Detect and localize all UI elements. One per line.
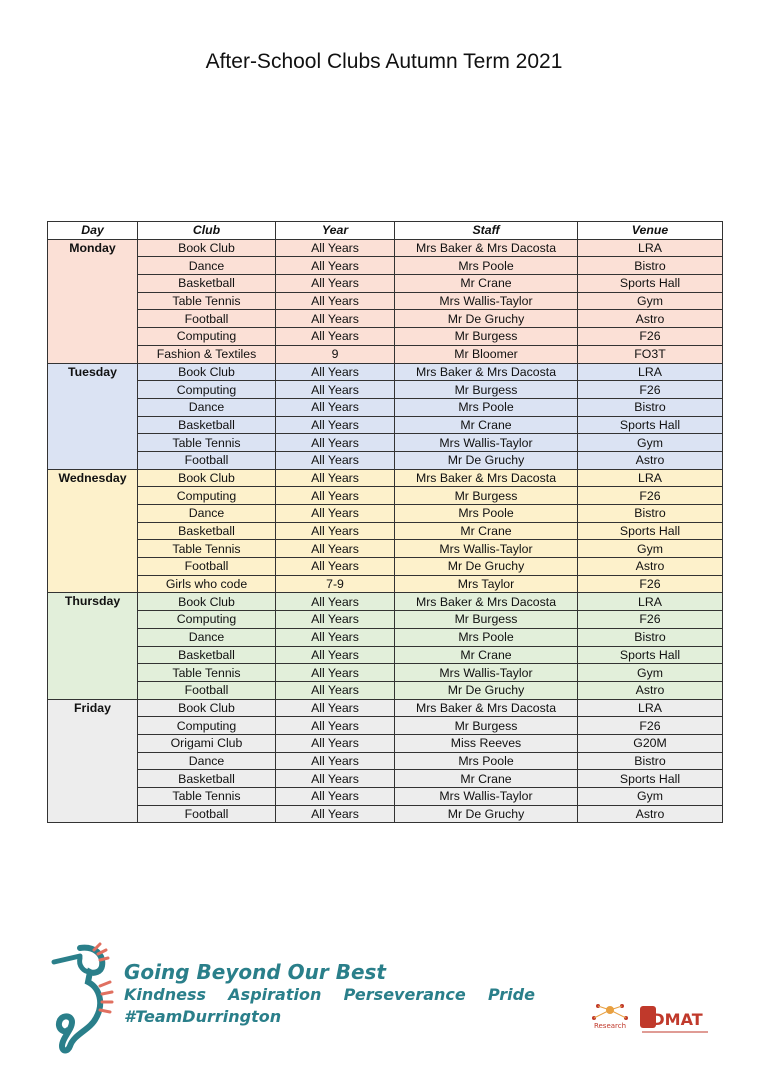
venue-cell: Gym	[578, 664, 723, 682]
table-row	[48, 611, 723, 629]
venue-cell: Gym	[578, 434, 723, 452]
club-cell: Origami Club	[138, 734, 276, 752]
club-cell: Book Club	[138, 593, 276, 611]
club-cell: Dance	[138, 257, 276, 275]
club-cell: Computing	[138, 717, 276, 735]
table-row	[48, 310, 723, 328]
day-cell-friday: Friday	[48, 699, 138, 823]
venue-cell: Bistro	[578, 398, 723, 416]
table-row	[48, 469, 723, 487]
venue-cell: LRA	[578, 239, 723, 257]
year-cell: All Years	[276, 734, 395, 752]
table-row	[48, 558, 723, 576]
club-cell: Dance	[138, 505, 276, 523]
venue-cell: Gym	[578, 788, 723, 806]
page-title: After-School Clubs Autumn Term 2021	[205, 50, 563, 73]
year-cell: All Years	[276, 416, 395, 434]
table-row	[48, 646, 723, 664]
staff-cell: Mrs Poole	[395, 628, 578, 646]
table-row	[48, 239, 723, 257]
venue-cell: Astro	[578, 805, 723, 823]
club-cell: Basketball	[138, 522, 276, 540]
venue-cell: G20M	[578, 734, 723, 752]
staff-cell: Mr Burgess	[395, 487, 578, 505]
staff-cell: Mrs Taylor	[395, 575, 578, 593]
staff-cell: Mr Crane	[395, 275, 578, 293]
venue-cell: F26	[578, 575, 723, 593]
club-cell: Table Tennis	[138, 788, 276, 806]
table-row	[48, 487, 723, 505]
table-row	[48, 681, 723, 699]
club-cell: Basketball	[138, 646, 276, 664]
header-staff: Staff	[395, 222, 578, 240]
year-cell: All Years	[276, 522, 395, 540]
club-cell: Book Club	[138, 699, 276, 717]
venue-cell: FO3T	[578, 345, 723, 363]
staff-cell: Mr Crane	[395, 522, 578, 540]
year-cell: All Years	[276, 540, 395, 558]
motto-line-2: Kindness Aspiration Perseverance Pride	[124, 985, 535, 1004]
staff-cell: Mr Crane	[395, 770, 578, 788]
club-cell: Fashion & Textiles	[138, 345, 276, 363]
club-cell: Computing	[138, 487, 276, 505]
club-cell: Book Club	[138, 363, 276, 381]
day-cell-thursday: Thursday	[48, 593, 138, 699]
staff-cell: Mr Burgess	[395, 381, 578, 399]
year-cell: All Years	[276, 398, 395, 416]
venue-cell: F26	[578, 328, 723, 346]
year-cell: All Years	[276, 593, 395, 611]
venue-cell: Astro	[578, 451, 723, 469]
table-row	[48, 628, 723, 646]
staff-cell: Mrs Baker & Mrs Dacosta	[395, 469, 578, 487]
motto-line-3: #TeamDurrington	[124, 1007, 282, 1026]
staff-cell: Mr De Gruchy	[395, 558, 578, 576]
club-cell: Table Tennis	[138, 664, 276, 682]
table-row	[48, 416, 723, 434]
club-cell: Table Tennis	[138, 540, 276, 558]
year-cell: All Years	[276, 646, 395, 664]
staff-cell: Mrs Baker & Mrs Dacosta	[395, 593, 578, 611]
year-cell: All Years	[276, 275, 395, 293]
table-row	[48, 805, 723, 823]
venue-cell: F26	[578, 381, 723, 399]
club-cell: Football	[138, 681, 276, 699]
table-row	[48, 734, 723, 752]
table-row	[48, 505, 723, 523]
staff-cell: Mrs Baker & Mrs Dacosta	[395, 363, 578, 381]
header-venue: Venue	[578, 222, 723, 240]
staff-cell: Mr Crane	[395, 646, 578, 664]
year-cell: All Years	[276, 487, 395, 505]
year-cell: All Years	[276, 381, 395, 399]
venue-cell: Sports Hall	[578, 416, 723, 434]
year-cell: All Years	[276, 257, 395, 275]
club-cell: Dance	[138, 628, 276, 646]
staff-cell: Mr De Gruchy	[395, 805, 578, 823]
staff-cell: Mr Bloomer	[395, 345, 578, 363]
year-cell: All Years	[276, 469, 395, 487]
table-row	[48, 434, 723, 452]
club-cell: Dance	[138, 398, 276, 416]
table-row	[48, 345, 723, 363]
staff-cell: Mr De Gruchy	[395, 451, 578, 469]
venue-cell: Sports Hall	[578, 646, 723, 664]
staff-cell: Mrs Wallis-Taylor	[395, 664, 578, 682]
year-cell: All Years	[276, 717, 395, 735]
year-cell: All Years	[276, 505, 395, 523]
dmat-logo-icon	[640, 1004, 710, 1034]
venue-cell: Bistro	[578, 505, 723, 523]
venue-cell: Bistro	[578, 752, 723, 770]
day-cell-monday: Monday	[48, 239, 138, 363]
staff-cell: Mrs Baker & Mrs Dacosta	[395, 239, 578, 257]
staff-cell: Miss Reeves	[395, 734, 578, 752]
seahorse-logo-icon	[44, 942, 114, 1054]
year-cell: All Years	[276, 239, 395, 257]
staff-cell: Mr De Gruchy	[395, 310, 578, 328]
staff-cell: Mrs Wallis-Taylor	[395, 434, 578, 452]
club-cell: Computing	[138, 611, 276, 629]
club-cell: Basketball	[138, 275, 276, 293]
venue-cell: LRA	[578, 469, 723, 487]
table-row	[48, 275, 723, 293]
club-cell: Table Tennis	[138, 292, 276, 310]
table-row	[48, 699, 723, 717]
table-row	[48, 451, 723, 469]
staff-cell: Mrs Poole	[395, 398, 578, 416]
venue-cell: Bistro	[578, 628, 723, 646]
venue-cell: F26	[578, 717, 723, 735]
club-cell: Table Tennis	[138, 434, 276, 452]
table-row	[48, 363, 723, 381]
club-cell: Computing	[138, 381, 276, 399]
club-cell: Football	[138, 558, 276, 576]
table-row	[48, 788, 723, 806]
club-cell: Football	[138, 451, 276, 469]
venue-cell: Sports Hall	[578, 770, 723, 788]
venue-cell: LRA	[578, 593, 723, 611]
motto-line-1: Going Beyond Our Best	[124, 960, 386, 984]
school-motto	[124, 960, 535, 1028]
year-cell: All Years	[276, 681, 395, 699]
venue-cell: Sports Hall	[578, 522, 723, 540]
club-cell: Basketball	[138, 416, 276, 434]
year-cell: 9	[276, 345, 395, 363]
club-cell: Girls who code	[138, 575, 276, 593]
footer	[0, 930, 768, 1080]
staff-cell: Mrs Baker & Mrs Dacosta	[395, 699, 578, 717]
table-row	[48, 593, 723, 611]
header-day: Day	[48, 222, 138, 240]
table-row	[48, 540, 723, 558]
venue-cell: Astro	[578, 681, 723, 699]
table-row	[48, 575, 723, 593]
year-cell: All Years	[276, 292, 395, 310]
staff-cell: Mr Crane	[395, 416, 578, 434]
research-logo-text: Research	[593, 1022, 627, 1030]
staff-cell: Mrs Wallis-Taylor	[395, 540, 578, 558]
staff-cell: Mr Burgess	[395, 717, 578, 735]
staff-cell: Mrs Wallis-Taylor	[395, 788, 578, 806]
table-row	[48, 292, 723, 310]
year-cell: All Years	[276, 664, 395, 682]
table-header-row	[48, 222, 723, 240]
year-cell: All Years	[276, 328, 395, 346]
venue-cell: Astro	[578, 558, 723, 576]
table-row	[48, 770, 723, 788]
header-year: Year	[276, 222, 395, 240]
club-cell: Book Club	[138, 469, 276, 487]
table-row	[48, 257, 723, 275]
year-cell: All Years	[276, 434, 395, 452]
table-row	[48, 664, 723, 682]
staff-cell: Mrs Poole	[395, 505, 578, 523]
venue-cell: Gym	[578, 540, 723, 558]
staff-cell: Mrs Wallis-Taylor	[395, 292, 578, 310]
clubs-table	[47, 221, 723, 823]
header-club: Club	[138, 222, 276, 240]
day-cell-tuesday: Tuesday	[48, 363, 138, 469]
club-cell: Computing	[138, 328, 276, 346]
staff-cell: Mrs Poole	[395, 752, 578, 770]
venue-cell: Bistro	[578, 257, 723, 275]
year-cell: All Years	[276, 363, 395, 381]
staff-cell: Mr Burgess	[395, 328, 578, 346]
venue-cell: Sports Hall	[578, 275, 723, 293]
year-cell: All Years	[276, 788, 395, 806]
year-cell: All Years	[276, 770, 395, 788]
year-cell: All Years	[276, 805, 395, 823]
table-row	[48, 381, 723, 399]
venue-cell: Gym	[578, 292, 723, 310]
venue-cell: F26	[578, 611, 723, 629]
table-row	[48, 522, 723, 540]
table-body	[48, 239, 723, 823]
club-cell: Basketball	[138, 770, 276, 788]
day-cell-wednesday: Wednesday	[48, 469, 138, 593]
year-cell: All Years	[276, 611, 395, 629]
staff-cell: Mrs Poole	[395, 257, 578, 275]
table-row	[48, 752, 723, 770]
table-row	[48, 398, 723, 416]
research-logo-icon	[586, 1000, 634, 1036]
dmat-logo-text: DMAT	[651, 1010, 703, 1029]
year-cell: All Years	[276, 699, 395, 717]
club-cell: Football	[138, 310, 276, 328]
staff-cell: Mr De Gruchy	[395, 681, 578, 699]
venue-cell: F26	[578, 487, 723, 505]
year-cell: All Years	[276, 310, 395, 328]
year-cell: All Years	[276, 558, 395, 576]
year-cell: 7-9	[276, 575, 395, 593]
staff-cell: Mr Burgess	[395, 611, 578, 629]
year-cell: All Years	[276, 628, 395, 646]
venue-cell: Astro	[578, 310, 723, 328]
year-cell: All Years	[276, 752, 395, 770]
table-row	[48, 717, 723, 735]
venue-cell: LRA	[578, 699, 723, 717]
club-cell: Dance	[138, 752, 276, 770]
club-cell: Football	[138, 805, 276, 823]
club-cell: Book Club	[138, 239, 276, 257]
table-row	[48, 328, 723, 346]
year-cell: All Years	[276, 451, 395, 469]
venue-cell: LRA	[578, 363, 723, 381]
